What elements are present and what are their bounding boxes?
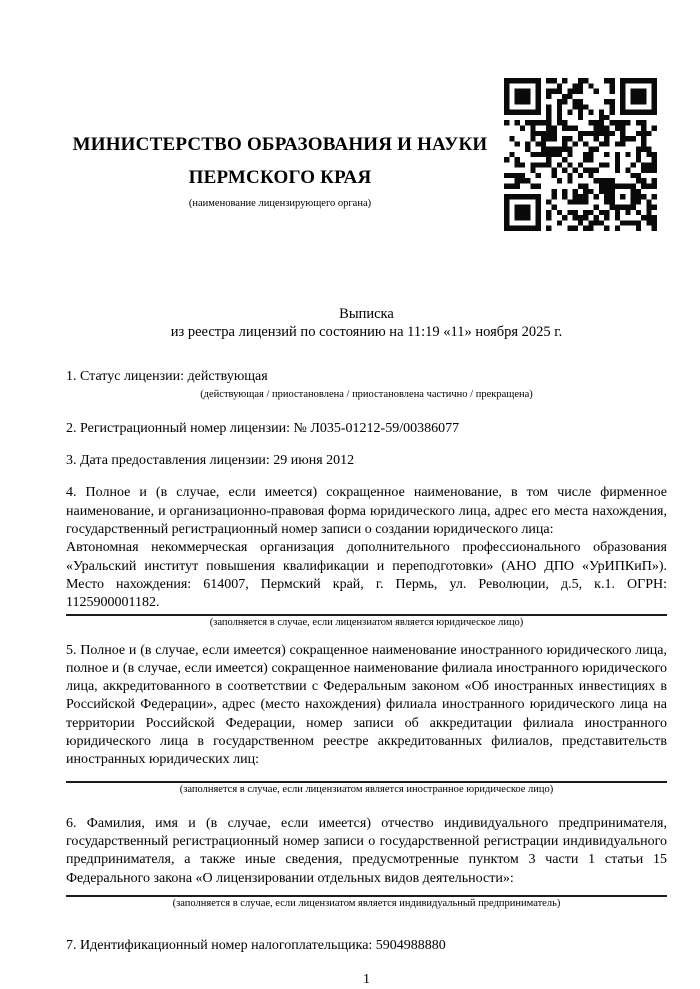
item-1-status-options-caption: (действующая / приостановлена / приостановлена частично / прекращена): [200, 388, 533, 400]
item-4-legal-entity-section: [66, 484, 667, 629]
page-number: 1: [363, 972, 370, 988]
item-6-empty-value: [66, 888, 667, 894]
document-header: [66, 0, 667, 238]
item-4-value: Автономная некоммерческая организация дополнительного профессионального образования «Уральский институт повышения квалификации и переподготовки» (АНО ДПО «УрИПКиП»). Место нахождения: 614007, Пермский край, г. Пермь, ул. Революции, д.5, к.1. ОГРН: 1125900001182.: [66, 540, 667, 611]
item-4-caption: (заполняется в случае, если лицензиатом является юридическое лицо): [209, 616, 524, 628]
item-3-grant-date: 3. Дата предоставления лицензии: 29 июня 2012: [66, 453, 355, 469]
item-2-registration-number: 2. Регистрационный номер лицензии: № Л035-01212-59/00386077: [66, 420, 460, 436]
item-6-question: 6. Фамилия, имя и (в случае, если имеется) отчество индивидуального предпринимателя, государственный регистрационный номер записи о государственной регистрации индивидуального предпринимателя, а также иные сведения, предусмотренные пунктом 3 части 1 статьи 15 Федерального закона «О лицензировании отдельных видов деятельности»:: [66, 815, 667, 886]
item-5-caption: (заполняется в случае, если лицензиатом является иностранное юридическое лицо): [179, 783, 554, 795]
document-title: Выписка: [339, 306, 394, 322]
item-4-question: 4. Полное и (в случае, если имеется) сокращенное наименование, в том числе фирменное наименование, и организационно-правовая форма юридического лица, адрес его места нахождения, государственный регистрационный номер записи о создании юридического лица:: [66, 485, 667, 538]
item-7-taxpayer-id: 7. Идентификационный номер налогоплательщика: 5904988880: [66, 937, 446, 953]
ministry-name: [66, 128, 494, 194]
ministry-caption: (наименование лицензирующего органа): [188, 198, 372, 209]
document-title-block: [66, 305, 667, 342]
item-5-question: 5. Полное и (в случае, если имеется) сокращенное наименование иностранного юридического лица, полное и (в случае, если имеется) сокращенное наименование филиала иностранного юридического лица, аккредитованного в соответствии с Федеральным законом «Об иностранных инвестициях в Российской Федерации», адрес (место нахождения) филиала иностранного юридического лица на территории Российской Федерации, номер записи об аккредитации филиала иностранного юридического лица в государственном реестре аккредитованных филиалов, представительств иностранных юридических лиц:: [66, 642, 667, 768]
ministry-name-line2: ПЕРМСКОГО КРАЯ: [188, 167, 372, 188]
qr-code-icon: [504, 78, 657, 231]
item-6-individual-entrepreneur-section: [66, 815, 667, 911]
document-subtitle: из реестра лицензий по состоянию на 11:19 «11» ноября 2025 г.: [170, 324, 563, 341]
ministry-name-line1: МИНИСТЕРСТВО ОБРАЗОВАНИЯ И НАУКИ: [72, 134, 488, 155]
licensing-authority-block: [66, 128, 494, 210]
item-5-foreign-entity-section: [66, 642, 667, 797]
item-6-caption: (заполняется в случае, если лицензиатом является индивидуальный предприниматель): [172, 897, 561, 909]
item-5-empty-value: [66, 770, 667, 780]
item-1-license-status: 1. Статус лицензии: действующая: [66, 368, 268, 384]
